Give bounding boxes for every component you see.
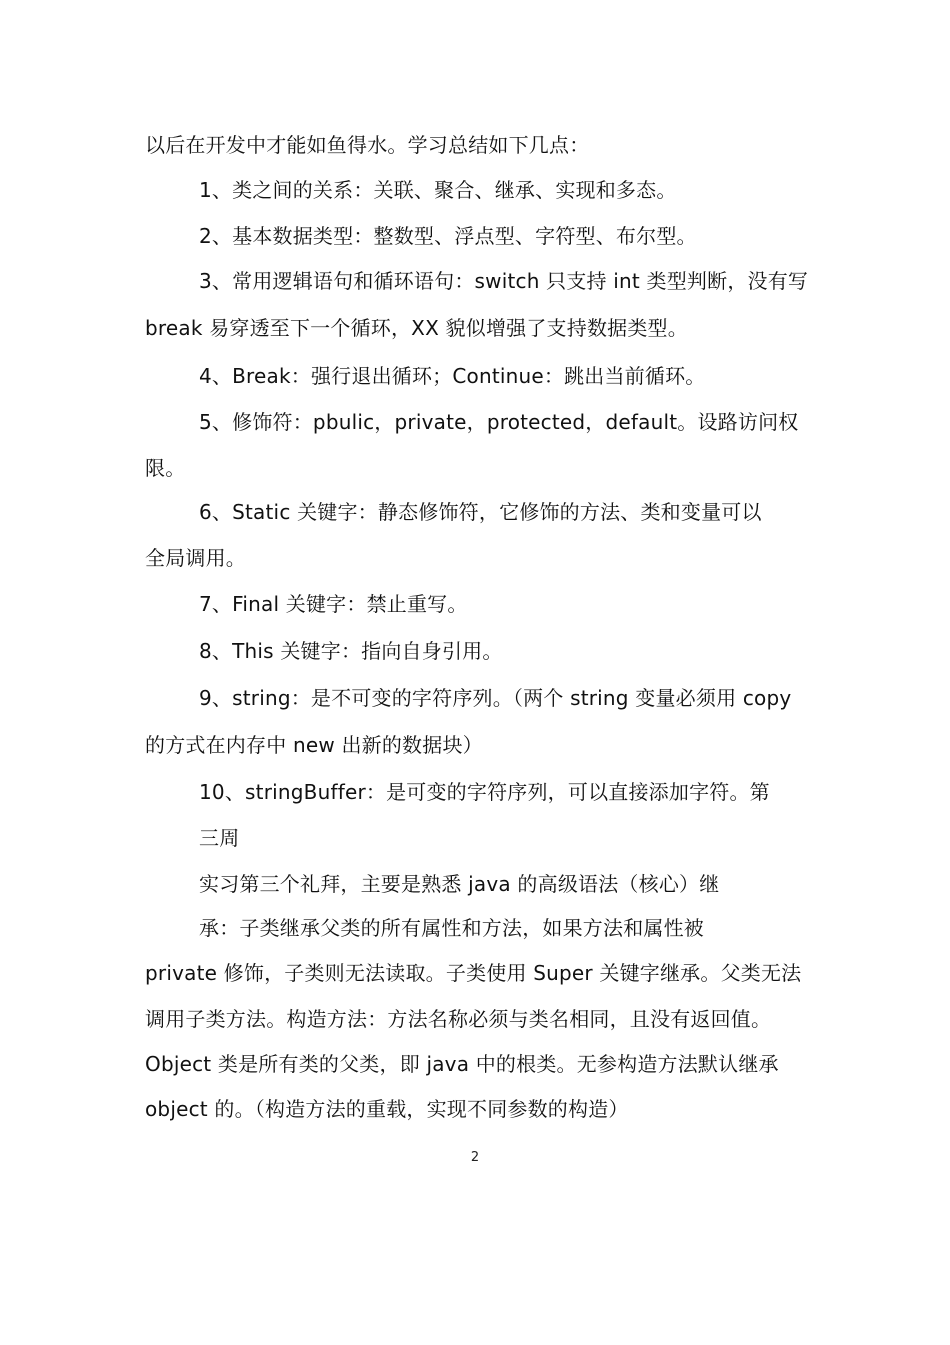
list-item-5: 5、修饰符：pbulic，private，protected，default。设路访问权	[199, 410, 799, 434]
list-item-6-continued: 全局调用。	[145, 546, 246, 570]
paragraph-line: 承：子类继承父类的所有属性和方法，如果方法和属性被	[199, 916, 704, 940]
list-item-10: 10、stringBuffer：是可变的字符序列，可以直接添加字符。第	[199, 780, 770, 804]
list-item-3: 3、常用逻辑语句和循环语句：switch 只支持 int 类型判断，没有写	[199, 269, 809, 293]
list-item-9: 9、string：是不可变的字符序列。（两个 string 变量必须用 copy	[199, 686, 792, 710]
list-item-1: 1、类之间的关系：关联、聚合、继承、实现和多态。	[199, 178, 677, 202]
page-number: 2	[470, 1150, 480, 1165]
list-item-8: 8、This 关键字：指向自身引用。	[199, 639, 503, 663]
list-item-3-continued: break 易穿透至下一个循环，XX 貌似增强了支持数据类型。	[145, 316, 688, 340]
list-item-6: 6、Static 关键字：静态修饰符，它修饰的方法、类和变量可以	[199, 500, 762, 524]
section-heading: 三周	[199, 826, 240, 850]
paragraph-line: Object 类是所有类的父类，即 java 中的根类。无参构造方法默认继承	[145, 1052, 779, 1076]
paragraph-line: private 修饰，子类则无法读取。子类使用 Super 关键字继承。父类无法	[145, 961, 802, 985]
paragraph-line: 调用子类方法。构造方法：方法名称必须与类名相同，且没有返回值。	[145, 1007, 772, 1031]
text-line: 以后在开发中才能如鱼得水。学习总结如下几点：	[145, 133, 590, 157]
list-item-4: 4、Break：强行退出循环；Continue：跳出当前循环。	[199, 364, 706, 388]
list-item-2: 2、基本数据类型：整数型、浮点型、字符型、布尔型。	[199, 224, 697, 248]
list-item-9-continued: 的方式在内存中 new 出新的数据块）	[145, 733, 483, 757]
paragraph-line: 实习第三个礼拜，主要是熟悉 java 的高级语法（核心）继	[199, 872, 720, 896]
list-item-5-continued: 限。	[145, 456, 186, 480]
paragraph-line: object 的。（构造方法的重载，实现不同参数的构造）	[145, 1097, 629, 1121]
list-item-7: 7、Final 关键字：禁止重写。	[199, 592, 468, 616]
